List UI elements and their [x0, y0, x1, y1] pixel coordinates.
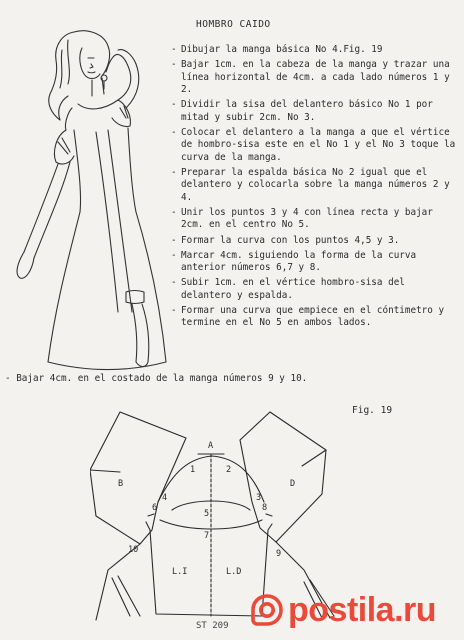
- instruction-item: - Formar la curva con los puntos 4,5 y 3.: [170, 235, 460, 248]
- instruction-item: - Dividir la sisa del delantero básico No 1 por mitad y subir 2cm. No 3.: [170, 99, 460, 124]
- instruction-item: - Formar una curva que empiece en el cóntimetro y termine en el No 5 en ambos lados.: [170, 305, 460, 330]
- point-label-8: 8: [262, 503, 268, 513]
- point-label-10: 10: [128, 545, 139, 555]
- sleeve-left-label: L.I: [172, 567, 188, 577]
- sleeve-right-label: L.D: [226, 567, 242, 577]
- point-label-a: A: [208, 441, 214, 451]
- figure-code: ST 209: [196, 621, 229, 631]
- instruction-item: - Colocar el delantero a la manga a que el vértice de hombro-sisa este en el No 1 y el No 3 toque la curva de la manga.: [170, 127, 460, 165]
- footer-instruction: - Bajar 4cm. en el costado de la manga números 9 y 10.: [5, 373, 460, 385]
- point-label-4: 4: [162, 493, 168, 503]
- postila-logo-icon: [250, 593, 284, 627]
- document-title: HOMBRO CAIDO: [196, 19, 271, 30]
- instruction-item: - Subir 1cm. en el vértice hombro-sisa del delantero y espalda.: [170, 277, 460, 302]
- fashion-illustration: [8, 12, 178, 382]
- instruction-item: - Bajar 1cm. en la cabeza de la manga y trazar una línea horizontal de 4cm. a cada lado números 1 y 2.: [170, 59, 460, 97]
- point-label-2: 2: [226, 465, 232, 475]
- point-label-5: 5: [204, 509, 210, 519]
- instruction-item: - Dibujar la manga básica No 4.Fig. 19: [170, 44, 460, 57]
- watermark-text: postila.ru: [288, 591, 437, 629]
- point-label-d: D: [290, 479, 296, 489]
- instruction-item: - Marcar 4cm. siguiendo la forma de la curva anterior números 6,7 y 8.: [170, 250, 460, 275]
- point-label-9: 9: [276, 549, 282, 559]
- instruction-list: [170, 44, 460, 332]
- point-label-3: 3: [256, 493, 262, 503]
- front-bodice-outline: [240, 412, 326, 542]
- point-label-1: 1: [190, 465, 196, 475]
- point-label-7: 7: [204, 531, 210, 541]
- instruction-item: - Preparar la espalda básica No 2 igual que el delantero y colocarla sobre la manga números 2 y 4.: [170, 167, 460, 205]
- figure-label: Fig. 19: [352, 405, 393, 416]
- watermark-logo: [250, 590, 436, 630]
- instruction-item: - Unir los puntos 3 y 4 con línea recta y bajar 2cm. en el centro No 5.: [170, 207, 460, 232]
- point-label-b: B: [118, 479, 124, 489]
- point-label-6: 6: [152, 503, 158, 513]
